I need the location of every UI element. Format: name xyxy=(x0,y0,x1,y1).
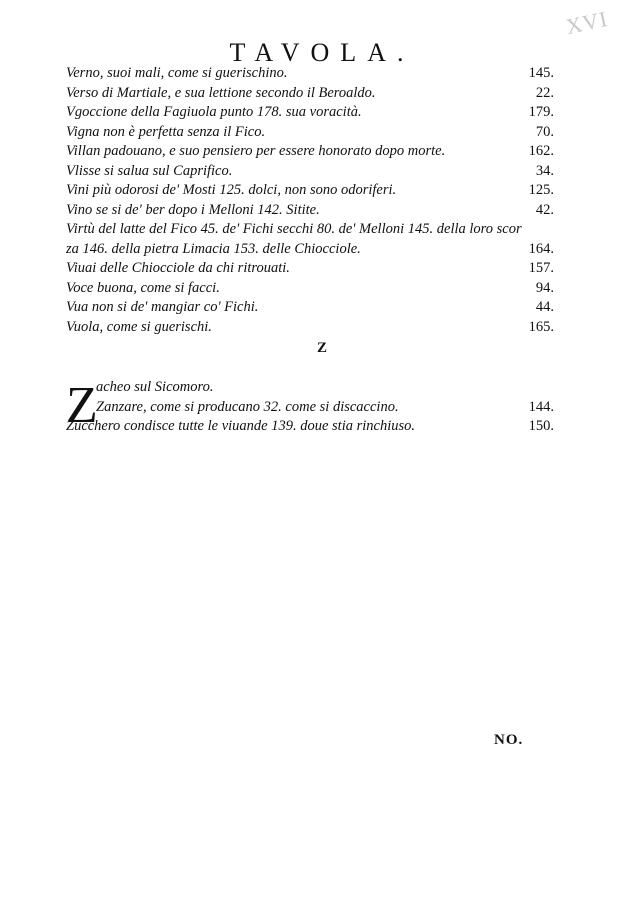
index-entry xyxy=(66,103,554,123)
entry-page-number: 162. xyxy=(528,143,554,159)
z-index-entry xyxy=(96,398,554,418)
entry-page-number: 179. xyxy=(528,104,554,120)
entry-page-number: 125. xyxy=(528,182,554,198)
entry-page-number: 150. xyxy=(528,418,554,434)
entry-page-number: 22. xyxy=(535,84,554,101)
entry-page-number: 144. xyxy=(528,398,554,415)
index-entry xyxy=(66,64,554,84)
entry-page-number: 157. xyxy=(528,260,554,276)
entry-page-number: 164. xyxy=(528,240,554,257)
index-entry xyxy=(66,201,554,221)
index-entry xyxy=(66,181,554,201)
entry-text: Vuola, come si guerischi. xyxy=(66,318,212,335)
entry-text: Vgoccione della Fagiuola punto 178. sua voracità. xyxy=(66,104,362,120)
index-entry xyxy=(66,298,554,318)
index-entry xyxy=(66,318,554,338)
section-letter: Z xyxy=(316,340,327,356)
catchword: NO. xyxy=(494,732,524,748)
entry-page-number: 94. xyxy=(535,279,554,296)
corner-mark: XVI xyxy=(563,5,611,40)
index-entry xyxy=(66,220,554,240)
entry-text: Vlisse si salua sul Caprifico. xyxy=(66,162,233,179)
z-index-entry xyxy=(66,378,554,398)
entry-text: Vino se si de' ber dopo i Melloni 142. Sitite. xyxy=(66,201,320,218)
entry-text: za 146. della pietra Limacia 153. delle Chiocciole. xyxy=(66,240,361,257)
entry-text: Voce buona, come si facci. xyxy=(66,279,220,296)
index-entry xyxy=(66,84,554,104)
page-heading: TAVOLA. xyxy=(229,38,415,67)
entry-page-number: 34. xyxy=(535,162,554,179)
index-entry xyxy=(66,162,554,182)
entry-page-number: 42. xyxy=(535,201,554,218)
index-entry xyxy=(66,279,554,299)
entry-text: Vua non si de' mangiar co' Fichi. xyxy=(66,299,259,315)
entry-page-number: 44. xyxy=(535,299,554,315)
entry-page-number: 165. xyxy=(528,318,554,335)
entry-text: Verso di Martiale, e sua lettione secondo il Beroaldo. xyxy=(66,84,376,101)
entry-page-number: 70. xyxy=(535,123,554,140)
entry-text: Virtù del latte del Fico 45. de' Fichi secchi 80. de' Melloni 145. della loro scor xyxy=(66,221,522,237)
index-entry xyxy=(66,123,554,143)
drop-cap: Z xyxy=(66,377,98,434)
index-entries xyxy=(66,64,554,337)
z-entries xyxy=(66,378,554,437)
entry-text: Zanzare, come si producano 32. come si discaccino. xyxy=(96,398,399,415)
entry-text: Viuai delle Chiocciole da chi ritrouati. xyxy=(66,260,290,276)
index-entry xyxy=(66,142,554,162)
entry-page-number: 145. xyxy=(528,65,554,81)
z-section xyxy=(66,378,554,437)
index-entry xyxy=(66,259,554,279)
entry-text: Verno, suoi mali, come si guerischino. xyxy=(66,65,288,81)
z-index-entry xyxy=(66,417,554,437)
entry-text: Villan padouano, e suo pensiero per essere honorato dopo morte. xyxy=(66,143,446,159)
entry-text: Vini più odorosi de' Mosti 125. dolci, non sono odoriferi. xyxy=(66,182,397,198)
entry-text: Vigna non è perfetta senza il Fico. xyxy=(66,123,266,140)
entry-text: acheo sul Sicomoro. xyxy=(96,379,214,395)
entry-text: Zucchero condisce tutte le viuande 139. doue stia rinchiuso. xyxy=(66,418,416,434)
index-entry xyxy=(66,240,554,260)
